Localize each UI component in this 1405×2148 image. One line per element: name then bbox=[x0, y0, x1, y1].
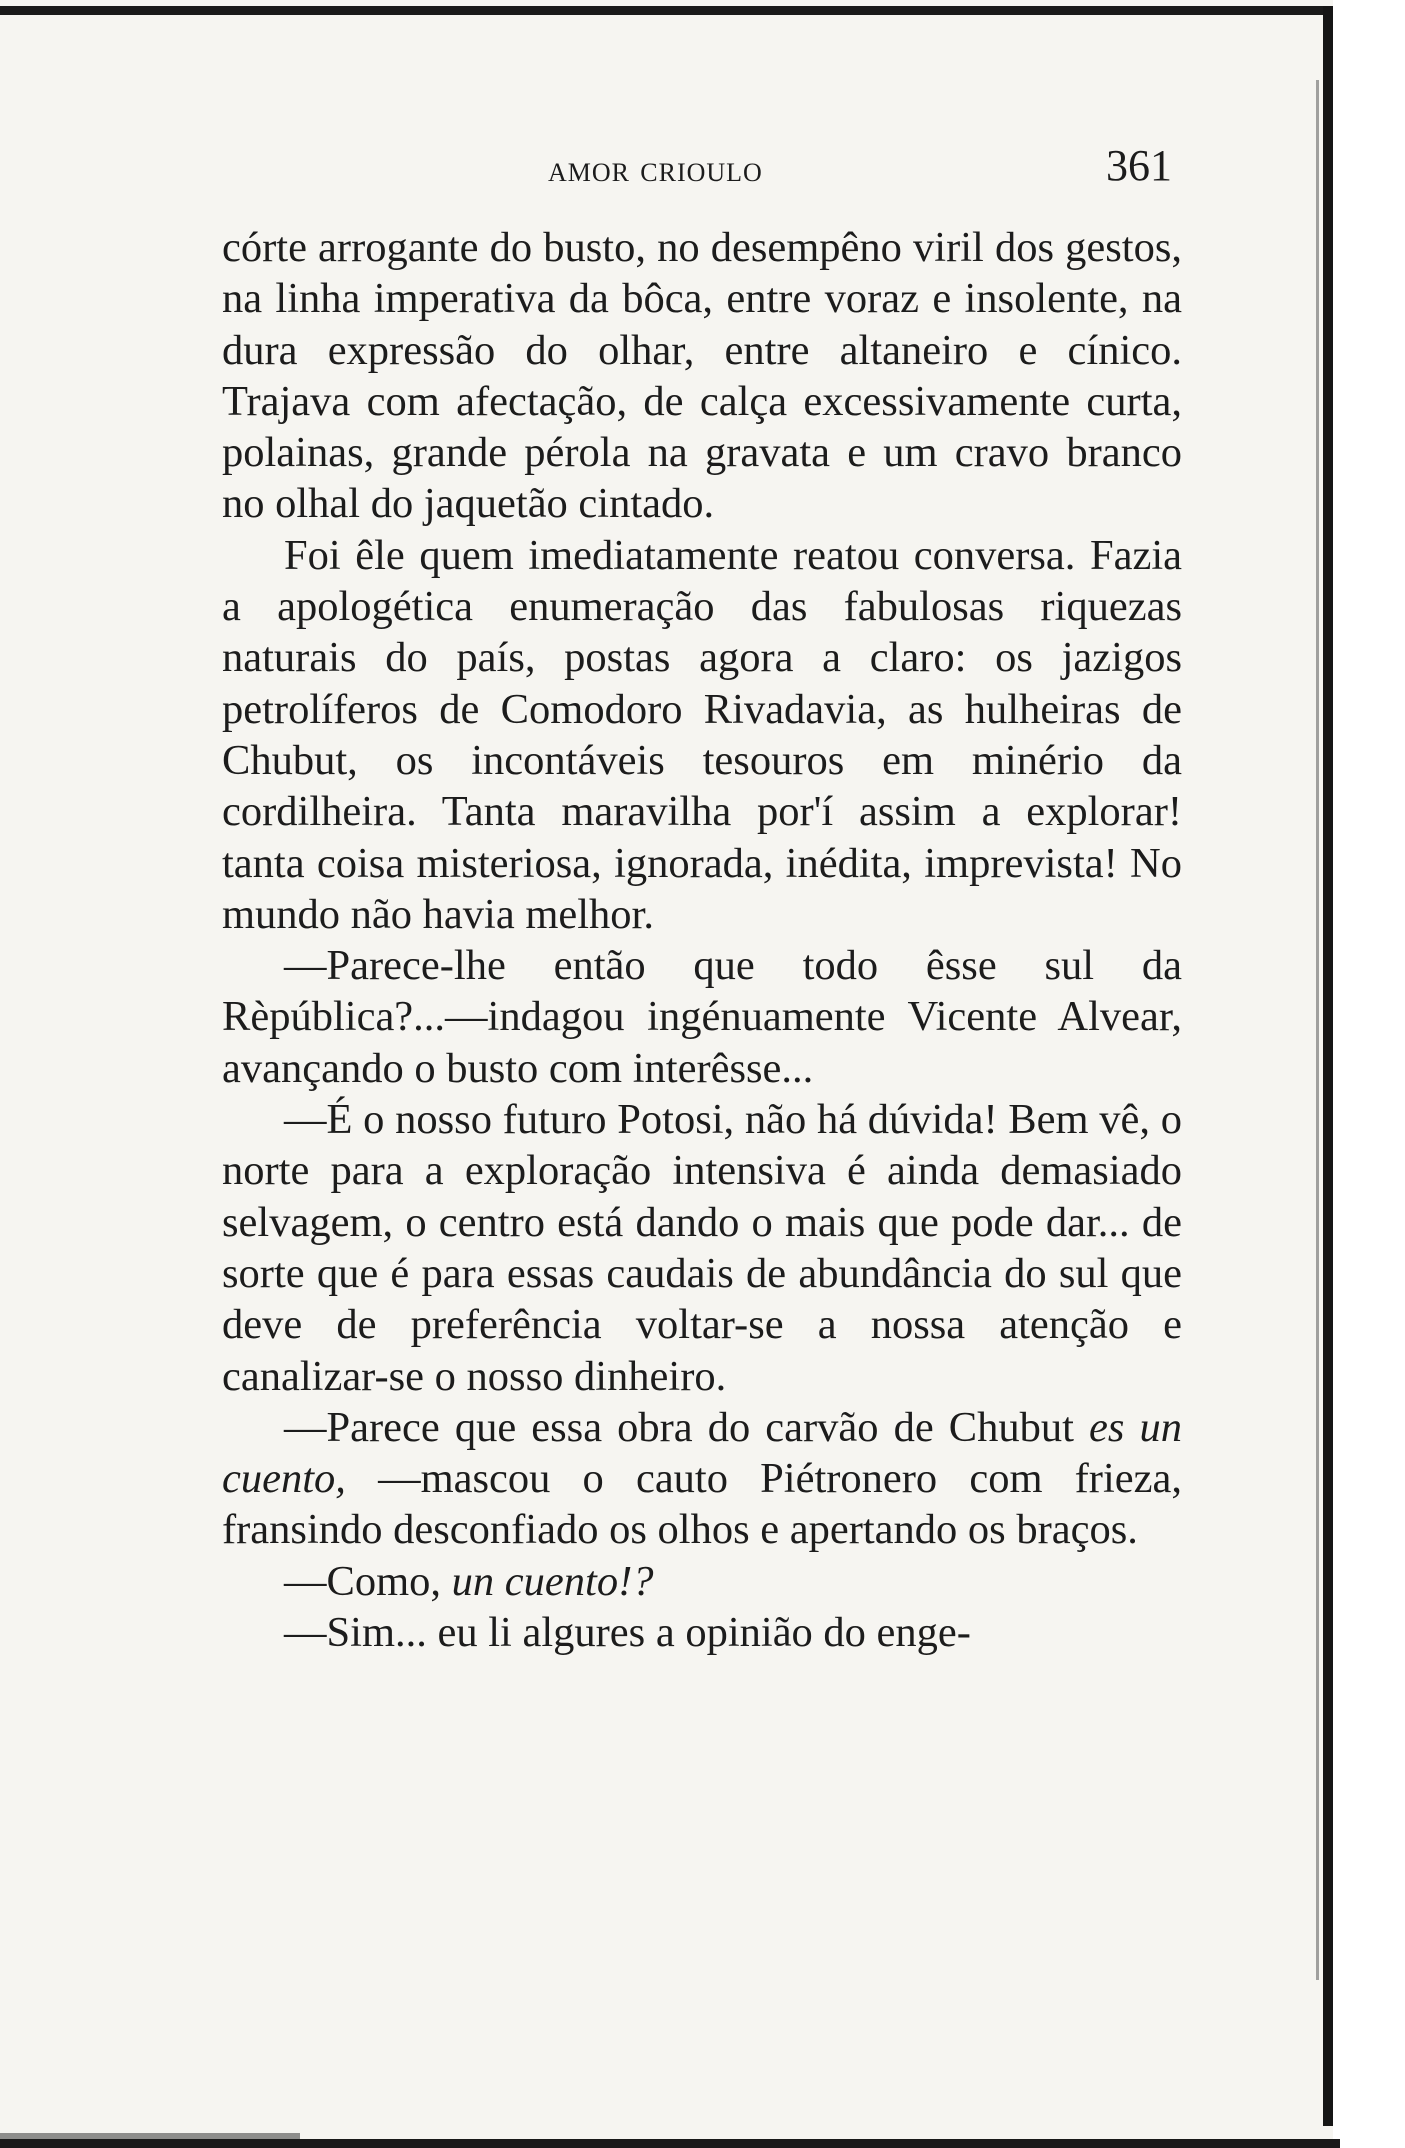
italic-phrase: es un cuento, bbox=[222, 1403, 1182, 1503]
page-number: 361 bbox=[1106, 141, 1172, 190]
paragraph: Foi êle quem imediatamente reatou conversa. Fazia a apologética enumeração das fabulosas riquezas naturais do país, postas agora a claro: os jazigos petrolíferos de Comodoro Rivadavia, as hulheiras de Chubut, os incontáveis tesouros em minério da cordilheira. Tanta maravilha por'í assim a explorar! tanta coisa misteriosa, ignorada, inédita, imprevista! No mundo não havia melhor. bbox=[222, 531, 1182, 938]
dialog-line: —Sim... eu li algures a opinião do enge- bbox=[284, 1609, 971, 1657]
dialog-text: —Parece que essa obra do carvão de Chubut bbox=[284, 1403, 1090, 1451]
dialog-line: —Parece-lhe então que todo êsse sul da Rèpública?...—indagou ingénuamente Vicente Alvear, avançando o busto com interêsse... bbox=[222, 942, 1182, 1092]
dialog-text: —mascou o cauto Piétronero com frieza, fransindo desconfiado os olhos e apertando os braços. bbox=[222, 1455, 1182, 1554]
scan-margin bbox=[1333, 0, 1405, 2148]
dialog-line bbox=[222, 1556, 1182, 1607]
scan-gutter-shadow bbox=[1316, 80, 1319, 1980]
scan-right-edge bbox=[1323, 6, 1333, 2126]
italic-phrase: un cuento!? bbox=[451, 1557, 654, 1605]
dialog-line: —É o nosso futuro Potosi, não há dúvida! Bem vê, o norte para a exploração intensiva é ainda demasiado selvagem, o centro está dando o mais que pode dar... de sorte que é para essas caudais de abundância do sul que deve de preferência voltar-se a nossa atenção e canalizar-se o nosso dinheiro. bbox=[222, 1096, 1182, 1400]
scan-bottom-edge bbox=[0, 2139, 1340, 2148]
paragraph-continuation: córte arrogante do busto, no desempêno viril dos gestos, na linha imperativa da bôca, entre voraz e insolente, na dura expressão do olhar, entre altaneiro e cínico. Trajava com afectação, de calça excessivamente curta, polainas, grande pérola na gravata e um cravo branco no olhal do jaquetão cintado. bbox=[222, 224, 1182, 528]
page-header bbox=[222, 140, 1182, 196]
body-text bbox=[222, 222, 1182, 1658]
dialog-text: —Como, bbox=[284, 1557, 452, 1605]
dialog-line bbox=[222, 1402, 1182, 1556]
running-title: amor crioulo bbox=[548, 149, 763, 190]
scan-top-edge bbox=[0, 6, 1340, 15]
